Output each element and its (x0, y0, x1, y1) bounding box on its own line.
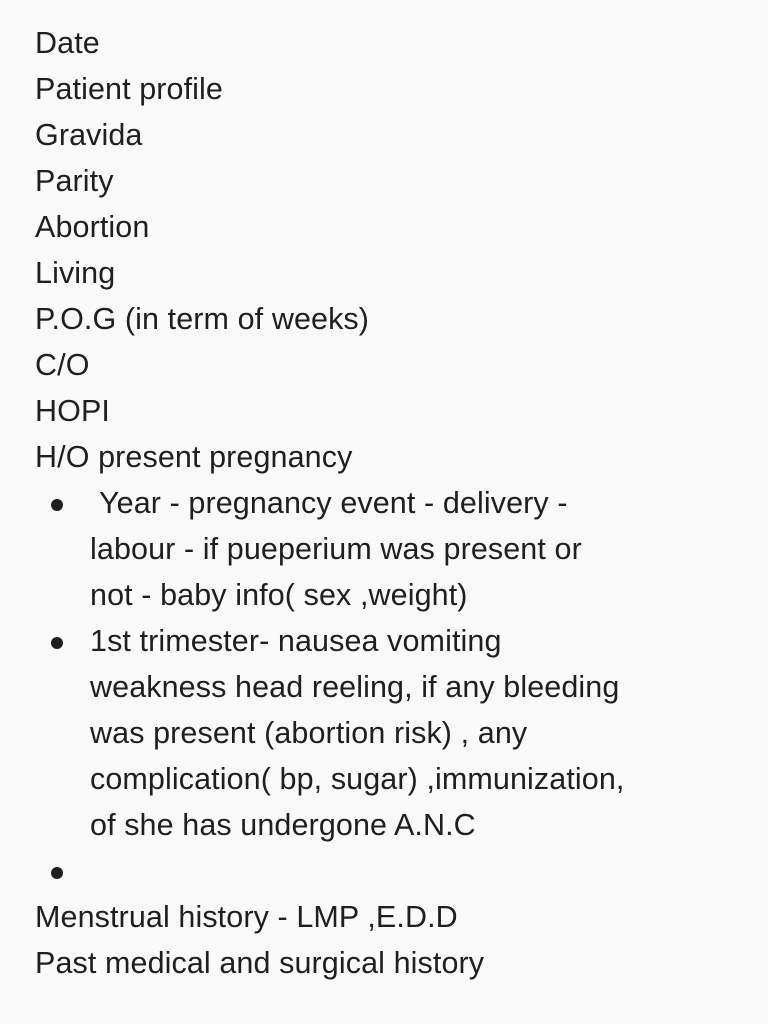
abortion-heading: Abortion (35, 210, 150, 244)
parity-heading: Parity (35, 164, 114, 198)
list-item (35, 618, 745, 848)
past-history-heading: Past medical and surgical history (35, 946, 485, 980)
list-item-line: was present (abortion risk) , any (90, 716, 528, 750)
hopi-heading: HOPI (35, 394, 110, 428)
list-item-line: 1st trimester- nausea vomiting (90, 624, 502, 658)
patient-profile-heading: Patient profile (35, 72, 223, 106)
pog-heading: P.O.G (in term of weeks) (35, 302, 370, 336)
bullet-icon (51, 499, 63, 511)
present-pregnancy-heading: H/O present pregnancy (35, 440, 353, 474)
list-item-line: not - baby info( sex ,weight) (90, 578, 468, 612)
bullet-list (35, 480, 745, 894)
list-item-line: complication( bp, sugar) ,immunization, (90, 762, 625, 796)
gravida-heading: Gravida (35, 118, 143, 152)
list-item-line: labour - if pueperium was present or (90, 532, 582, 566)
note-document (35, 20, 745, 986)
list-item-line: of she has undergone A.N.C (90, 808, 476, 842)
list-item-line: weakness head reeling, if any bleeding (90, 670, 620, 704)
bullet-icon (51, 637, 63, 649)
chief-complaint-heading: C/O (35, 348, 90, 382)
menstrual-history-heading: Menstrual history - LMP ,E.D.D (35, 900, 458, 934)
bullet-icon (51, 867, 63, 879)
list-item (35, 480, 745, 618)
date-heading: Date (35, 26, 100, 60)
list-item-empty (35, 848, 745, 894)
living-heading: Living (35, 256, 116, 290)
list-item-line: Year - pregnancy event - delivery - (99, 486, 568, 520)
